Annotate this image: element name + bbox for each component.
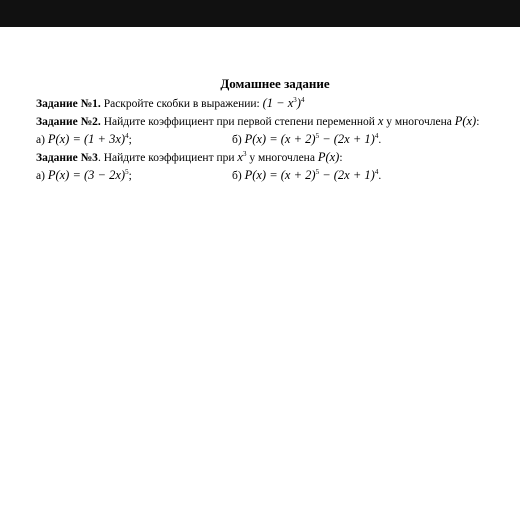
task3-label: Задание №3 — [36, 152, 98, 164]
task3-item-a — [36, 170, 132, 182]
task3-b-power2: 4 — [374, 168, 379, 176]
task3-b-label: б) — [232, 170, 245, 182]
task3-punct: : — [339, 152, 343, 164]
task2-b-power1: 5 — [315, 132, 320, 140]
task1-expr-close: ) — [296, 96, 301, 110]
task3-line — [36, 149, 512, 167]
task3-poly: P(x) — [317, 150, 340, 164]
task3-b-expr1: P(x) = (x + 2) — [244, 168, 316, 182]
task2-item-a — [36, 134, 132, 146]
task2-var: x — [377, 114, 384, 128]
task2-b-expr — [244, 132, 382, 146]
task3-a-tail: ; — [128, 170, 132, 182]
task1-label: Задание №1. — [36, 98, 101, 110]
task2-text2: у многочлена — [383, 116, 455, 128]
task2-a-power: 4 — [125, 132, 129, 140]
page-title: Домашнее задание — [220, 76, 330, 91]
task2-b-expr1: P(x) = (x + 2) — [244, 132, 316, 146]
task2-poly: P(x) — [454, 114, 477, 128]
task2-a-expr — [48, 132, 129, 146]
task3-b-power1: 5 — [315, 168, 320, 176]
document — [36, 76, 512, 185]
task2-b-tail: . — [378, 134, 382, 146]
task1-line — [36, 95, 512, 113]
task2-a-tail: ; — [128, 134, 132, 146]
task1-text: Раскройте скобки в выражении: — [100, 98, 263, 110]
task2-line — [36, 113, 512, 131]
task1-expression — [263, 96, 305, 110]
task1-expr-open: (1 − x — [262, 96, 294, 110]
task1-expr-power: 4 — [300, 96, 305, 104]
task2-items — [36, 131, 512, 149]
task2-text: Найдите коэффициент при первой степени переменной — [100, 116, 378, 128]
task3-b-expr — [244, 168, 382, 182]
task2-punct: : — [476, 116, 480, 128]
task2-a-expr-text: P(x) = (1 + 3x) — [47, 132, 126, 146]
task3-text2: у многочлена — [246, 152, 318, 164]
task2-item-b — [232, 131, 381, 148]
task3-a-expr-text: P(x) = (3 − 2x) — [47, 168, 126, 182]
task3-b-expr2: − (2x + 1) — [319, 168, 375, 182]
task3-text: . Найдите коэффициент при — [97, 152, 238, 164]
task2-b-expr2: − (2x + 1) — [319, 132, 375, 146]
task1-expr-inner-power: 3 — [293, 96, 297, 104]
task2-a-label: а) — [36, 134, 48, 146]
task3-a-expr — [48, 168, 129, 182]
task2-b-label: б) — [232, 134, 245, 146]
task3-var-letter: x — [237, 150, 243, 164]
task2-b-power2: 4 — [374, 132, 379, 140]
task3-a-power: 5 — [125, 168, 129, 176]
task3-item-b — [232, 167, 381, 184]
task3-a-label: а) — [36, 170, 48, 182]
task3-b-tail: . — [378, 170, 382, 182]
top-bar — [0, 0, 520, 27]
task3-items — [36, 167, 512, 185]
task2-label: Задание №2. — [36, 116, 101, 128]
task3-var-power: 3 — [242, 150, 247, 158]
